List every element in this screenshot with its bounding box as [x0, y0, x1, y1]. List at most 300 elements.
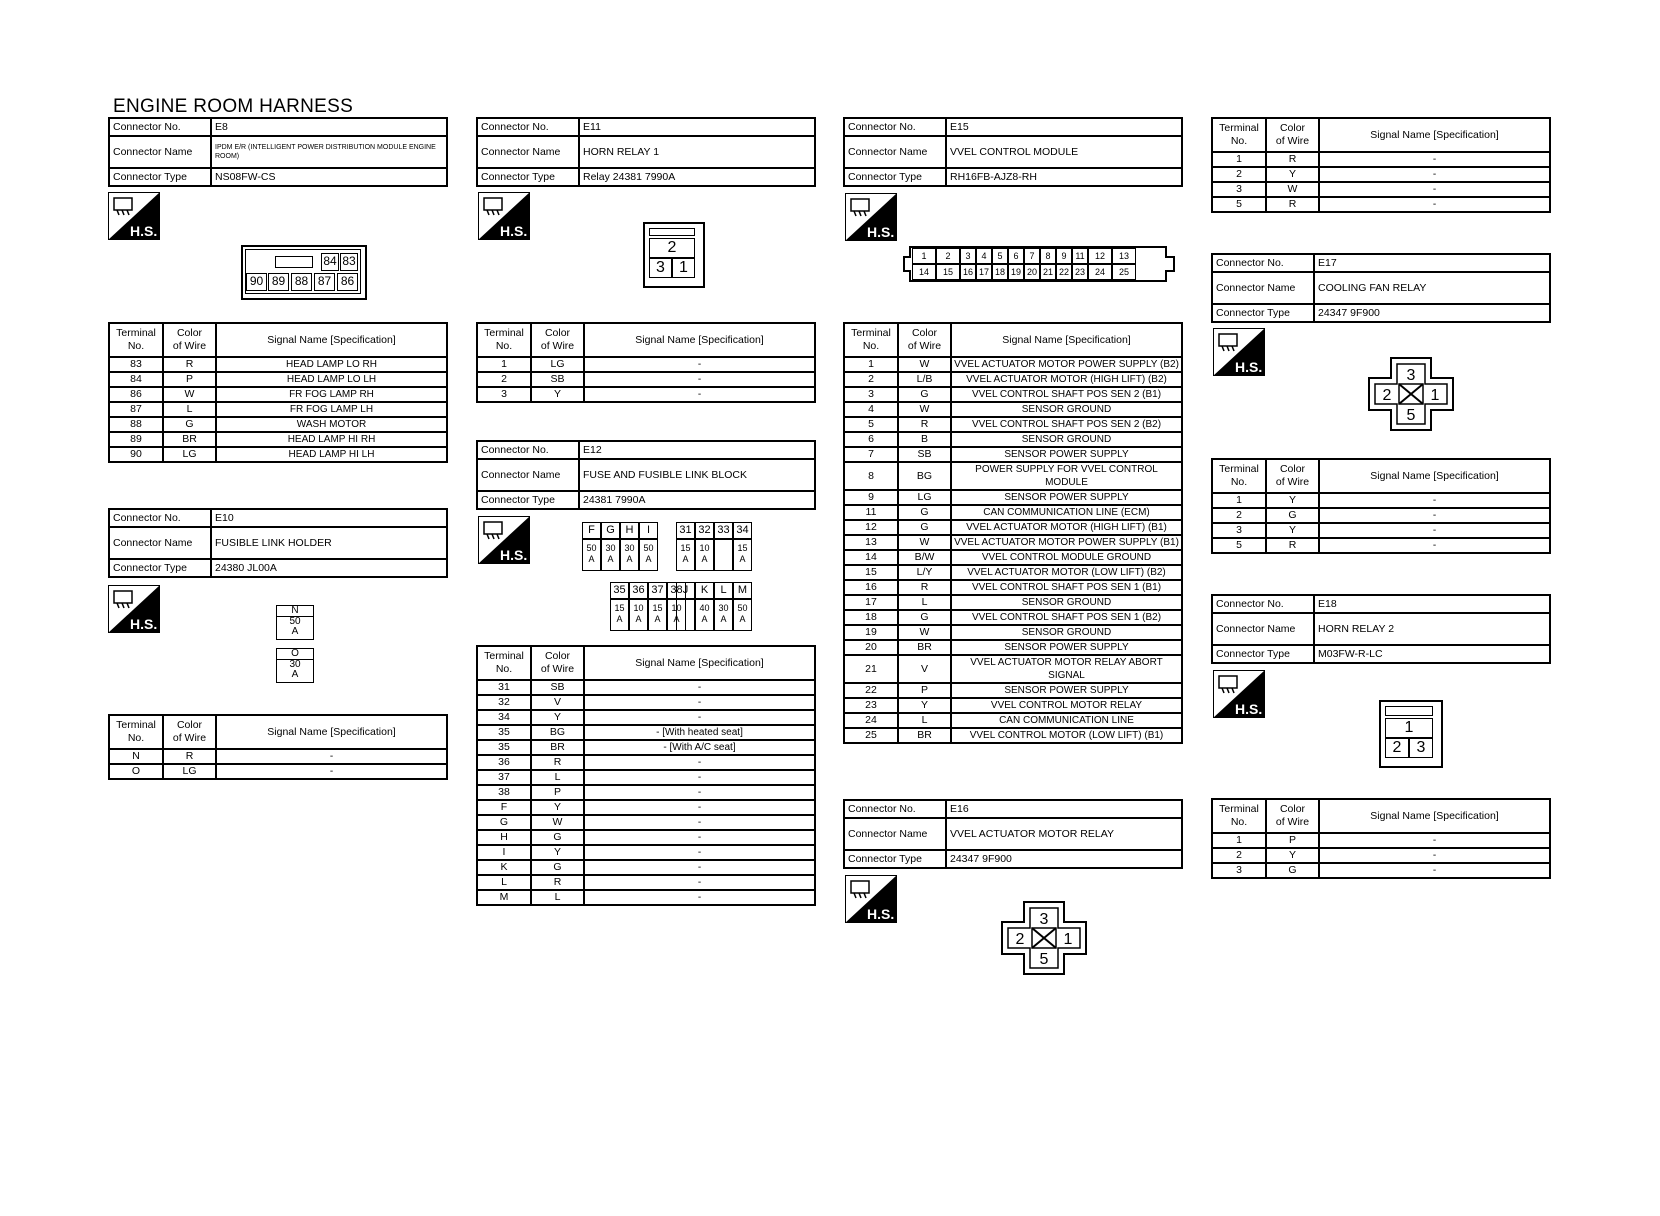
terminal-cell: N [109, 749, 163, 764]
color-cell: W [898, 357, 951, 372]
fuse-amp: 40 [699, 603, 710, 613]
signal-cell: SENSOR POWER SUPPLY [951, 490, 1182, 505]
header-text: No. [495, 340, 513, 352]
signal-cell: VVEL CONTROL SHAFT POS SEN 1 (B2) [951, 610, 1182, 625]
color-cell: L/B [898, 372, 951, 387]
terminal-cell: 34 [477, 710, 531, 725]
terminal-cell: 3 [1212, 182, 1266, 197]
page-title: ENGINE ROOM HARNESS [113, 96, 354, 117]
terminal-cell: 14 [844, 550, 898, 565]
connector-name-value: FUSIBLE LINK HOLDER [211, 527, 447, 559]
color-cell: L [898, 713, 951, 728]
header-text: of Wire [540, 340, 575, 352]
color-header [531, 646, 584, 680]
signal-cell: - [584, 785, 815, 800]
connector-e8-diagram [241, 245, 367, 300]
table-row [844, 580, 1182, 595]
pin: 5 [992, 248, 1008, 264]
signal-cell: FR FOG LAMP RH [216, 387, 447, 402]
table-row [109, 432, 447, 447]
header-text: of Wire [172, 732, 207, 744]
pin: 84 [321, 253, 339, 271]
terminal-header [1212, 118, 1266, 152]
header-text: Color [1279, 463, 1306, 475]
table-row [477, 357, 815, 372]
connector-no-label: Connector No. [1212, 595, 1314, 613]
color-cell: R [163, 357, 216, 372]
terminal-cell: 11 [844, 505, 898, 520]
header-text: Terminal [1219, 122, 1259, 134]
color-cell: SB [531, 372, 584, 387]
signal-cell: - [1319, 167, 1550, 182]
signal-cell: - [584, 695, 815, 710]
terminal-cell: 16 [844, 580, 898, 595]
signal-header: Signal Name [Specification] [584, 323, 815, 357]
pin: 21 [1040, 264, 1056, 280]
color-cell: G [1266, 508, 1319, 523]
connector-type-label: Connector Type [477, 168, 579, 186]
fuse-rating [629, 599, 648, 631]
table-row [844, 387, 1182, 402]
signal-cell: - [With heated seat] [584, 725, 815, 740]
color-cell: G [898, 387, 951, 402]
terminal-cell: 6 [844, 432, 898, 447]
header-text: No. [1230, 135, 1248, 147]
terminal-cell: 1 [1212, 833, 1266, 848]
connector-no-value: E8 [211, 118, 447, 136]
header-text: of Wire [1275, 135, 1310, 147]
connector-name-value: HORN RELAY 2 [1314, 613, 1550, 645]
connector-e10-info [108, 508, 448, 578]
signal-cell: SENSOR GROUND [951, 625, 1182, 640]
header-text: Terminal [484, 327, 524, 339]
table-row [477, 830, 815, 845]
connector-e10-signal-table [108, 714, 448, 780]
fuse-id: L [714, 582, 733, 599]
fuse-unit: A [616, 614, 623, 624]
table-row [477, 755, 815, 770]
connector-name-value: VVEL CONTROL MODULE [946, 136, 1182, 168]
color-cell: L [898, 595, 951, 610]
color-cell: P [163, 372, 216, 387]
terminal-cell: 4 [844, 402, 898, 417]
terminal-cell: 7 [844, 447, 898, 462]
pin: 18 [992, 264, 1008, 280]
terminal-cell: 3 [1212, 863, 1266, 878]
color-cell: Y [898, 698, 951, 713]
table-row [1212, 493, 1550, 508]
pin: 3 [960, 248, 976, 264]
signal-cell: - [1319, 523, 1550, 538]
color-header [531, 323, 584, 357]
color-cell: G [898, 505, 951, 520]
table-row [109, 372, 447, 387]
color-header [163, 715, 216, 749]
fuse-amp: 15 [652, 603, 663, 613]
table-row [1212, 523, 1550, 538]
hs-label: H.S. [867, 906, 895, 922]
signal-cell: VVEL ACTUATOR MOTOR RELAY ABORT SIGNAL [951, 655, 1182, 683]
fuse-id: G [601, 522, 620, 539]
fuse-amp: 30 [289, 659, 301, 670]
table-row [477, 770, 815, 785]
table-row [844, 655, 1182, 683]
table-row [844, 417, 1182, 432]
connector-e16-signal-table [1211, 117, 1551, 213]
table-row [477, 815, 815, 830]
connector-no-label: Connector No. [477, 441, 579, 459]
signal-cell: VVEL ACTUATOR MOTOR POWER SUPPLY (B1) [951, 535, 1182, 550]
terminal-cell: 90 [109, 447, 163, 462]
pin: 13 [1112, 248, 1136, 264]
color-cell: BR [163, 432, 216, 447]
header-text: Color [1279, 122, 1306, 134]
header-text: No. [1230, 816, 1248, 828]
fuse-rating [695, 539, 714, 571]
hs-label: H.S. [500, 547, 528, 563]
table-row [844, 462, 1182, 490]
color-cell: R [1266, 152, 1319, 167]
fuse-amp: 15 [680, 543, 691, 553]
hs-icon [108, 585, 160, 633]
terminal-cell: 36 [477, 755, 531, 770]
table-row [477, 740, 815, 755]
terminal-cell: 2 [1212, 167, 1266, 182]
connector-name-label: Connector Name [1212, 272, 1314, 304]
hs-icon [1213, 328, 1265, 376]
color-cell: L [531, 770, 584, 785]
color-cell: W [531, 815, 584, 830]
header-text: Terminal [116, 327, 156, 339]
signal-header: Signal Name [Specification] [584, 646, 815, 680]
table-row [1212, 182, 1550, 197]
table-row [844, 402, 1182, 417]
pin: 90 [246, 273, 267, 291]
signal-cell: - [584, 372, 815, 387]
pin: 1 [672, 258, 695, 278]
signal-cell: - [584, 357, 815, 372]
color-header [898, 323, 951, 357]
pin: 83 [340, 253, 358, 271]
header-text: of Wire [907, 340, 942, 352]
header-text: of Wire [540, 663, 575, 675]
terminal-cell: 37 [477, 770, 531, 785]
fuse-rating [276, 616, 314, 640]
table-row [1212, 538, 1550, 553]
table-row [844, 610, 1182, 625]
table-row [844, 432, 1182, 447]
terminal-cell: 2 [1212, 848, 1266, 863]
connector-e8-info [108, 117, 448, 187]
terminal-cell: 22 [844, 683, 898, 698]
table-row [844, 505, 1182, 520]
table-row [844, 713, 1182, 728]
fuse-amp: 50 [586, 543, 597, 553]
terminal-cell: 89 [109, 432, 163, 447]
color-cell: B/W [898, 550, 951, 565]
pin: 23 [1072, 264, 1088, 280]
table-row [1212, 863, 1550, 878]
signal-cell: HEAD LAMP HI RH [216, 432, 447, 447]
terminal-cell: 32 [477, 695, 531, 710]
signal-cell: POWER SUPPLY FOR VVEL CONTROL MODULE [951, 462, 1182, 490]
signal-cell: - [584, 755, 815, 770]
color-cell: LG [531, 357, 584, 372]
table-row [844, 550, 1182, 565]
connector-no-label: Connector No. [1212, 254, 1314, 272]
connector-no-value: E16 [946, 800, 1182, 818]
table-row [844, 535, 1182, 550]
color-cell: Y [1266, 848, 1319, 863]
pin: 2 [1015, 931, 1025, 948]
terminal-header [1212, 799, 1266, 833]
terminal-cell: 35 [477, 725, 531, 740]
table-row [477, 875, 815, 890]
header-text: Color [1279, 803, 1306, 815]
signal-cell: - [584, 680, 815, 695]
pin: 9 [1056, 248, 1072, 264]
connector-e11-diagram [643, 222, 705, 288]
color-cell: G [163, 417, 216, 432]
terminal-cell: O [109, 764, 163, 779]
connector-no-label: Connector No. [109, 118, 211, 136]
table-row [1212, 152, 1550, 167]
color-header [1266, 118, 1319, 152]
color-cell: SB [898, 447, 951, 462]
signal-cell: VVEL CONTROL SHAFT POS SEN 2 (B1) [951, 387, 1182, 402]
connector-name-value: VVEL ACTUATOR MOTOR RELAY [946, 818, 1182, 850]
pin: 11 [1072, 248, 1088, 264]
header-text: No. [1230, 476, 1248, 488]
pin: 1 [1430, 387, 1440, 404]
connector-e17-diagram [1367, 356, 1455, 432]
fuse-unit: A [682, 554, 689, 564]
hs-icon [845, 875, 897, 923]
terminal-cell: 31 [477, 680, 531, 695]
connector-e16-info [843, 799, 1183, 869]
pin: 7 [1024, 248, 1040, 264]
pin: 5 [1406, 407, 1416, 424]
terminal-cell: 12 [844, 520, 898, 535]
table-row [477, 785, 815, 800]
connector-name-label: Connector Name [477, 136, 579, 168]
signal-cell: CAN COMMUNICATION LINE (ECM) [951, 505, 1182, 520]
connector-type-value: 24380 JL00A [211, 559, 447, 577]
terminal-cell: 3 [1212, 523, 1266, 538]
signal-cell: - [216, 764, 447, 779]
fuse-rating [676, 599, 695, 631]
signal-cell: SENSOR POWER SUPPLY [951, 447, 1182, 462]
fuse-id: 36 [629, 582, 648, 599]
table-row [844, 728, 1182, 743]
signal-cell: - [584, 890, 815, 905]
table-row [844, 490, 1182, 505]
table-row [109, 417, 447, 432]
connector-name-value: IPDM E/R (INTELLIGENT POWER DISTRIBUTION MODULE ENGINE ROOM) [211, 136, 447, 168]
fuse-amp: 50 [737, 603, 748, 613]
terminal-cell: 5 [1212, 197, 1266, 212]
fuse-id: 37 [648, 582, 667, 599]
signal-cell: VVEL CONTROL SHAFT POS SEN 1 (B1) [951, 580, 1182, 595]
header-text: Terminal [1219, 463, 1259, 475]
fuse-amp: 10 [671, 603, 682, 613]
color-cell: Y [1266, 493, 1319, 508]
color-cell: BR [898, 728, 951, 743]
connector-e11-signal-table [476, 322, 816, 403]
terminal-cell: 3 [477, 387, 531, 402]
pin: 87 [314, 273, 335, 291]
terminal-header [477, 323, 531, 357]
fuse-id: M [733, 582, 752, 599]
connector-type-value: RH16FB-AJZ8-RH [946, 168, 1182, 186]
color-cell: W [1266, 182, 1319, 197]
signal-cell: HEAD LAMP HI LH [216, 447, 447, 462]
connector-e15-info [843, 117, 1183, 187]
connector-e18-info [1211, 594, 1551, 664]
table-row [477, 372, 815, 387]
terminal-cell: 38 [477, 785, 531, 800]
header-text: No. [127, 340, 145, 352]
color-cell: R [531, 875, 584, 890]
fuse-rating [620, 539, 639, 571]
pin: 3 [1409, 738, 1433, 758]
connector-no-label: Connector No. [109, 509, 211, 527]
pin: 14 [912, 264, 936, 280]
signal-cell: - [216, 749, 447, 764]
color-cell: Y [531, 710, 584, 725]
fuse-unit: A [635, 614, 642, 624]
hs-icon [478, 192, 530, 240]
color-cell: L [531, 890, 584, 905]
hs-icon [1213, 670, 1265, 718]
connector-type-label: Connector Type [1212, 645, 1314, 663]
signal-header: Signal Name [Specification] [1319, 118, 1550, 152]
table-row [844, 683, 1182, 698]
table-row [477, 695, 815, 710]
fuse-rating [582, 539, 601, 571]
fuse-unit: A [654, 614, 661, 624]
terminal-cell: 2 [1212, 508, 1266, 523]
terminal-cell: 24 [844, 713, 898, 728]
fuse-amp: 15 [614, 603, 625, 613]
connector-no-label: Connector No. [477, 118, 579, 136]
terminal-cell: 15 [844, 565, 898, 580]
signal-cell: - [1319, 508, 1550, 523]
terminal-cell: 87 [109, 402, 163, 417]
hs-label: H.S. [1235, 701, 1263, 717]
connector-type-label: Connector Type [844, 168, 946, 186]
fuse-unit: A [645, 554, 652, 564]
color-cell: Y [1266, 167, 1319, 182]
table-row [844, 565, 1182, 580]
table-row [844, 640, 1182, 655]
header-text: of Wire [1275, 476, 1310, 488]
color-cell: Y [531, 387, 584, 402]
table-row [477, 860, 815, 875]
signal-header: Signal Name [Specification] [1319, 799, 1550, 833]
hs-icon [108, 192, 160, 240]
fuse-unit: A [701, 614, 708, 624]
signal-cell: - [584, 770, 815, 785]
table-row [477, 387, 815, 402]
pin: 17 [976, 264, 992, 280]
terminal-cell: 3 [844, 387, 898, 402]
color-header [163, 323, 216, 357]
fuse-rating [733, 599, 752, 631]
terminal-cell: K [477, 860, 531, 875]
fuse-rating [639, 539, 658, 571]
signal-cell: VVEL CONTROL MODULE GROUND [951, 550, 1182, 565]
header-text: of Wire [172, 340, 207, 352]
table-row [477, 890, 815, 905]
table-row [1212, 848, 1550, 863]
table-row [109, 749, 447, 764]
color-cell: R [898, 580, 951, 595]
terminal-cell: 86 [109, 387, 163, 402]
terminal-cell: 88 [109, 417, 163, 432]
connector-no-value: E12 [579, 441, 815, 459]
signal-cell: SENSOR GROUND [951, 595, 1182, 610]
connector-no-value: E15 [946, 118, 1182, 136]
table-row [477, 680, 815, 695]
terminal-cell: 20 [844, 640, 898, 655]
signal-cell: VVEL ACTUATOR MOTOR (HIGH LIFT) (B2) [951, 372, 1182, 387]
connector-e15-signal-table [843, 322, 1183, 744]
terminal-cell: 5 [1212, 538, 1266, 553]
pin: 12 [1088, 248, 1112, 264]
table-row [477, 845, 815, 860]
connector-type-value: NS08FW-CS [211, 168, 447, 186]
color-cell: L/Y [898, 565, 951, 580]
table-row [844, 357, 1182, 372]
connector-e8-signal-table [108, 322, 448, 463]
signal-cell: - [1319, 493, 1550, 508]
terminal-cell: 2 [477, 372, 531, 387]
connector-type-label: Connector Type [844, 850, 946, 868]
fuse-id: N [276, 605, 314, 617]
fuse-unit: A [739, 614, 746, 624]
terminal-cell: 21 [844, 655, 898, 683]
color-cell: W [898, 625, 951, 640]
fuse-unit: A [673, 614, 680, 624]
pin: 3 [1406, 367, 1416, 384]
hs-icon [845, 193, 897, 241]
color-header [1266, 799, 1319, 833]
connector-name-value: HORN RELAY 1 [579, 136, 815, 168]
table-row [1212, 197, 1550, 212]
connector-e17-signal-table [1211, 458, 1551, 554]
color-cell: G [531, 860, 584, 875]
header-text: No. [495, 663, 513, 675]
fuse-id: 35 [610, 582, 629, 599]
connector-e18-signal-table [1211, 798, 1551, 879]
connector-no-label: Connector No. [844, 800, 946, 818]
fuse-id: F [582, 522, 601, 539]
connector-e17-info [1211, 253, 1551, 323]
signal-cell: VVEL ACTUATOR MOTOR (HIGH LIFT) (B1) [951, 520, 1182, 535]
fuse-amp: 30 [718, 603, 729, 613]
signal-cell: SENSOR POWER SUPPLY [951, 640, 1182, 655]
fuse-amp: 50 [643, 543, 654, 553]
color-cell: L [163, 402, 216, 417]
connector-no-value: E10 [211, 509, 447, 527]
color-cell: SB [531, 680, 584, 695]
terminal-cell: 84 [109, 372, 163, 387]
terminal-header [109, 323, 163, 357]
color-cell: G [531, 830, 584, 845]
header-text: Color [176, 719, 203, 731]
signal-cell: VVEL CONTROL MOTOR (LOW LIFT) (B1) [951, 728, 1182, 743]
